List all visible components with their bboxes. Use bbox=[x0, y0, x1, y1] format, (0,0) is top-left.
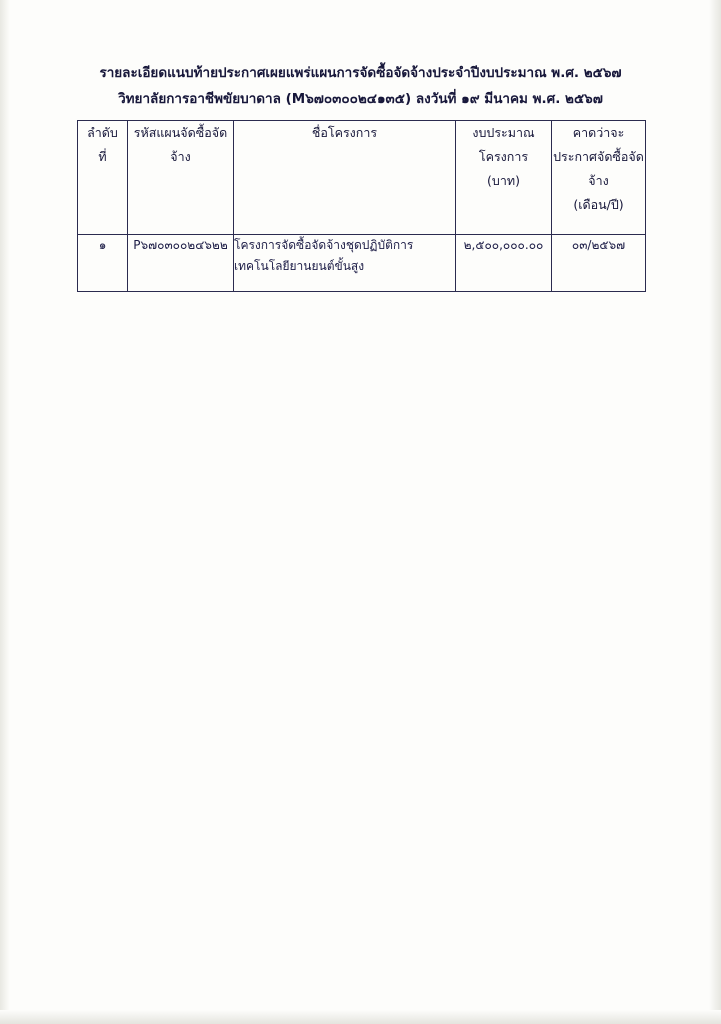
table-header-row bbox=[78, 121, 646, 235]
column-header-month-line-1: คาดว่าจะ bbox=[572, 125, 625, 140]
document-title-line-1: รายละเอียดแนบท้ายประกาศเผยแพร่แผนการจัดซื้อจัดจ้างประจำปีงบประมาณ พ.ศ. ๒๕๖๗ bbox=[99, 65, 622, 81]
table-row bbox=[78, 235, 646, 292]
column-header-no-line-2: ที่ bbox=[98, 149, 107, 164]
column-header-month bbox=[552, 121, 646, 235]
column-header-no bbox=[78, 121, 128, 235]
cell-no: ๑ bbox=[78, 235, 128, 292]
document-title-line-2: วิทยาลัยการอาชีพขัยบาดาล (M๖๗๐๓๐๐๒๔๑๓๕) ลงวันที่ ๑๙ มีนาคม พ.ศ. ๒๕๖๗ bbox=[118, 91, 603, 107]
column-header-code bbox=[128, 121, 234, 235]
column-header-budget-line-1: งบประมาณ bbox=[472, 125, 535, 140]
column-header-budget-line-3: (บาท) bbox=[487, 173, 520, 188]
column-header-project-label: ชื่อโครงการ bbox=[311, 125, 378, 140]
cell-month: ๐๓/๒๕๖๗ bbox=[552, 235, 646, 292]
column-header-budget-line-2: โครงการ bbox=[478, 149, 529, 164]
table-body bbox=[78, 235, 646, 292]
cell-code: P๖๗๐๓๐๐๒๔๖๒๒ bbox=[128, 235, 234, 292]
column-header-code-line-1: รหัสแผนจัดซื้อจัด bbox=[133, 125, 228, 140]
cell-project bbox=[234, 235, 456, 292]
column-header-code-line-2: จ้าง bbox=[170, 149, 191, 164]
document-title-block bbox=[0, 62, 721, 110]
column-header-month-line-3: จ้าง bbox=[588, 173, 609, 188]
column-header-budget bbox=[456, 121, 552, 235]
column-header-no-line-1: ลำดับ bbox=[87, 125, 118, 140]
column-header-month-line-4: (เดือน/ปี) bbox=[573, 197, 624, 212]
column-header-project bbox=[234, 121, 456, 235]
column-header-month-line-2: ประกาศจัดซื้อจัด bbox=[553, 149, 644, 164]
cell-project-line-2: เทคโนโลยียานยนต์ขั้นสูง bbox=[234, 259, 365, 273]
cell-budget: ๒,๕๐๐,๐๐๐.๐๐ bbox=[456, 235, 552, 292]
procurement-plan-table bbox=[77, 120, 646, 292]
cell-project-line-1: โครงการจัดซื้อจัดจ้างชุดปฏิบัติการ bbox=[234, 238, 414, 252]
table-header bbox=[78, 121, 646, 235]
